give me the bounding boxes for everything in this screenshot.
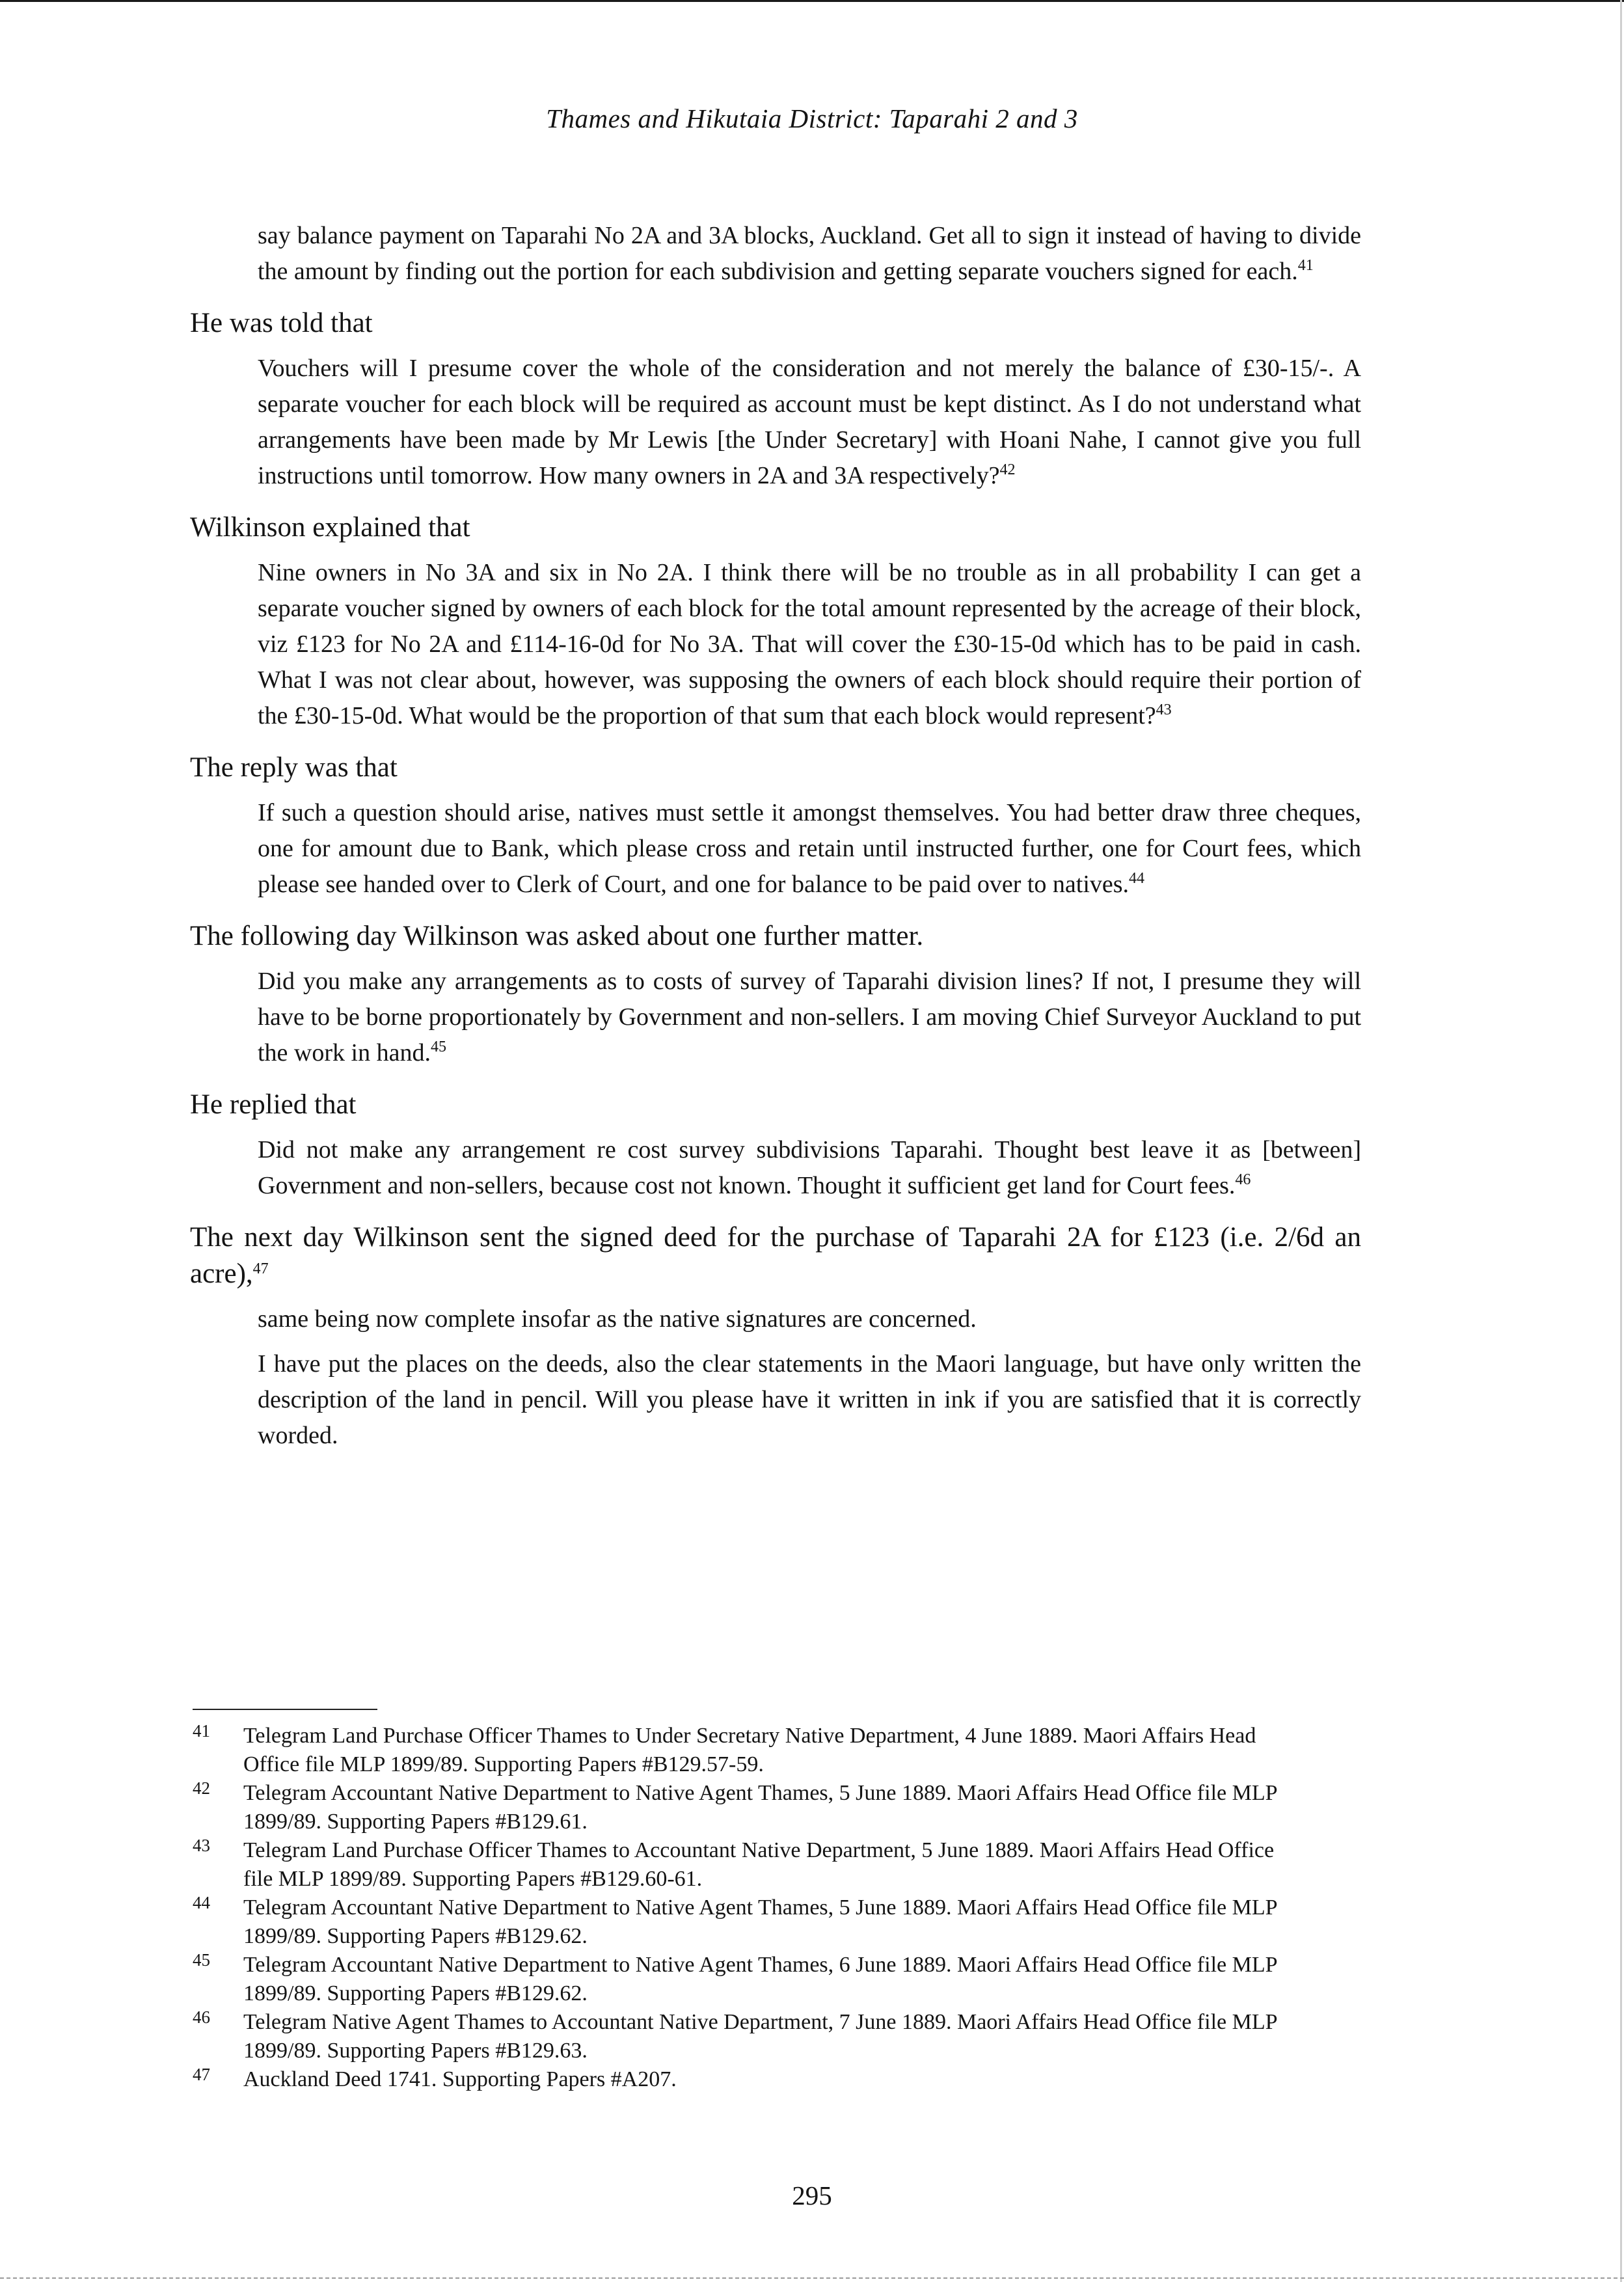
quote-paragraph <box>258 1132 1361 1204</box>
block-quote <box>258 1132 1361 1204</box>
narrative-paragraph <box>190 305 1361 342</box>
footnote-reference[interactable]: 44 <box>1129 870 1145 887</box>
narrative-text: The next day Wilkinson sent the signed deed for the purchase of Taparahi 2A for £123 (i.e. 2/6d an acre), <box>190 1222 1361 1289</box>
quote-paragraph <box>258 1301 1361 1337</box>
footnote-text: Auckland Deed 1741. Supporting Papers #A207. <box>243 2067 677 2091</box>
quote-paragraph <box>258 795 1361 903</box>
footnote-number: 41 <box>193 1721 210 1741</box>
quote-paragraph <box>258 218 1361 290</box>
scan-right-edge <box>1620 0 1622 2282</box>
narrative-text: The following day Wilkinson was asked about one further matter. <box>190 921 924 951</box>
footnote-number: 47 <box>193 2065 210 2084</box>
scan-bottom-edge <box>0 2277 1624 2280</box>
body-text <box>190 218 1361 1469</box>
footnote-text: Telegram Native Agent Thames to Accountant Native Department, 7 June 1889. Maori Affairs Head Office file MLP 1899/89. Supporting Papers #B129.63. <box>243 2010 1277 2063</box>
footnote-text: Telegram Accountant Native Department to Native Agent Thames, 6 June 1889. Maori Affairs Head Office file MLP 1899/89. Supporting Papers #B129.62. <box>243 1953 1277 2005</box>
footnote <box>193 1722 1304 1779</box>
footnote <box>193 2008 1304 2065</box>
quote-text: I have put the places on the deeds, also the clear statements in the Maori language, but have only written the description of the land in pencil. Will you please have it written in ink if you are satisfied that it is correctly worded. <box>258 1350 1361 1449</box>
running-header: Thames and Hikutaia District: Taparahi 2 and 3 <box>546 103 1078 133</box>
footnote-reference[interactable]: 47 <box>252 1260 269 1277</box>
footnote-text: Telegram Land Purchase Officer Thames to Accountant Native Department, 5 June 1889. Maori Affairs Head Office file MLP 1899/89. Supporting Papers #B129.60-61. <box>243 1838 1275 1891</box>
quote-text: Nine owners in No 3A and six in No 2A. I think there will be no trouble as in all probability I can get a separate voucher signed by owners of each block for the total amount represented by the acreage of their block, viz £123 for No 2A and £114-16-0d for No 3A. That will cover the £30-15-0d which has to be paid in cash. What I was not clear about, however, was supposing the owners of each block should require their portion of the £30-15-0d. What would be the proportion of that sum that each block would represent? <box>258 559 1361 729</box>
narrative-paragraph <box>190 1087 1361 1123</box>
quote-paragraph <box>258 555 1361 734</box>
block-quote <box>258 1301 1361 1454</box>
quote-paragraph <box>258 1346 1361 1454</box>
page-number: 295 <box>792 2180 832 2210</box>
footnote-reference[interactable]: 45 <box>430 1039 446 1055</box>
quote-text: Did you make any arrangements as to costs of survey of Taparahi division lines? If not, I presume they will have to be borne proportionately by Government and non-sellers. I am moving Chief Surveyor Auckland to put the work in hand. <box>258 968 1361 1066</box>
block-quote <box>258 555 1361 734</box>
footnote <box>193 1836 1304 1894</box>
footnote-number: 45 <box>193 1950 210 1970</box>
footnote-separator <box>193 1709 377 1710</box>
quote-text: say balance payment on Taparahi No 2A and 3A blocks, Auckland. Get all to sign it instead of having to divide the amount by finding out the portion for each subdivision and getting separate vouchers signed for each. <box>258 222 1361 285</box>
footnote <box>193 1951 1304 2008</box>
footnote <box>193 2065 1304 2094</box>
block-quote <box>258 218 1361 290</box>
footnote <box>193 1894 1304 1951</box>
footnote-reference[interactable]: 43 <box>1156 701 1172 718</box>
footnote-text: Telegram Accountant Native Department to Native Agent Thames, 5 June 1889. Maori Affairs Head Office file MLP 1899/89. Supporting Papers #B129.61. <box>243 1781 1277 1834</box>
quote-text: same being now complete insofar as the native signatures are concerned. <box>258 1305 977 1333</box>
footnote <box>193 1779 1304 1836</box>
footnote-number: 46 <box>193 2007 210 2027</box>
narrative-paragraph <box>190 1219 1361 1292</box>
narrative-paragraph <box>190 509 1361 546</box>
narrative-text: He replied that <box>190 1089 357 1120</box>
block-quote <box>258 351 1361 494</box>
narrative-text: He was told that <box>190 308 373 338</box>
footnote-reference[interactable]: 41 <box>1297 257 1314 274</box>
footnotes <box>193 1722 1304 2094</box>
quote-text: Did not make any arrangement re cost survey subdivisions Taparahi. Thought best leave it as [between] Government and non-sellers, because cost not known. Thought it sufficient get land for Court fees. <box>258 1136 1361 1199</box>
narrative-paragraph <box>190 918 1361 955</box>
narrative-paragraph <box>190 750 1361 786</box>
footnote-number: 42 <box>193 1778 210 1798</box>
quote-text: If such a question should arise, natives must settle it amongst themselves. You had better draw three cheques, one for amount due to Bank, which please cross and retain until instructed further, one for Court fees, which please see handed over to Clerk of Court, and one for balance to be paid over to natives. <box>258 799 1361 898</box>
footnote-reference[interactable]: 42 <box>999 461 1016 478</box>
narrative-text: The reply was that <box>190 752 398 783</box>
quote-paragraph <box>258 351 1361 494</box>
quote-paragraph <box>258 964 1361 1071</box>
block-quote <box>258 795 1361 903</box>
footnote-reference[interactable]: 46 <box>1235 1171 1251 1188</box>
scan-top-edge <box>0 0 1624 2</box>
footnote-number: 43 <box>193 1836 210 1855</box>
footnote-number: 44 <box>193 1893 210 1912</box>
block-quote <box>258 964 1361 1071</box>
footnote-text: Telegram Land Purchase Officer Thames to Under Secretary Native Department, 4 June 1889. Maori Affairs Head Office file MLP 1899/89. Supporting Papers #B129.57-59. <box>243 1724 1256 1776</box>
quote-text: Vouchers will I presume cover the whole of the consideration and not merely the balance of £30-15/-. A separate voucher for each block will be required as account must be kept distinct. As I do not understand what arrangements have been made by Mr Lewis [the Under Secretary] with Hoani Nahe, I cannot give you full instructions until tomorrow. How many owners in 2A and 3A respectively? <box>258 355 1361 489</box>
footnote-text: Telegram Accountant Native Department to Native Agent Thames, 5 June 1889. Maori Affairs Head Office file MLP 1899/89. Supporting Papers #B129.62. <box>243 1895 1277 1948</box>
narrative-text: Wilkinson explained that <box>190 512 470 543</box>
